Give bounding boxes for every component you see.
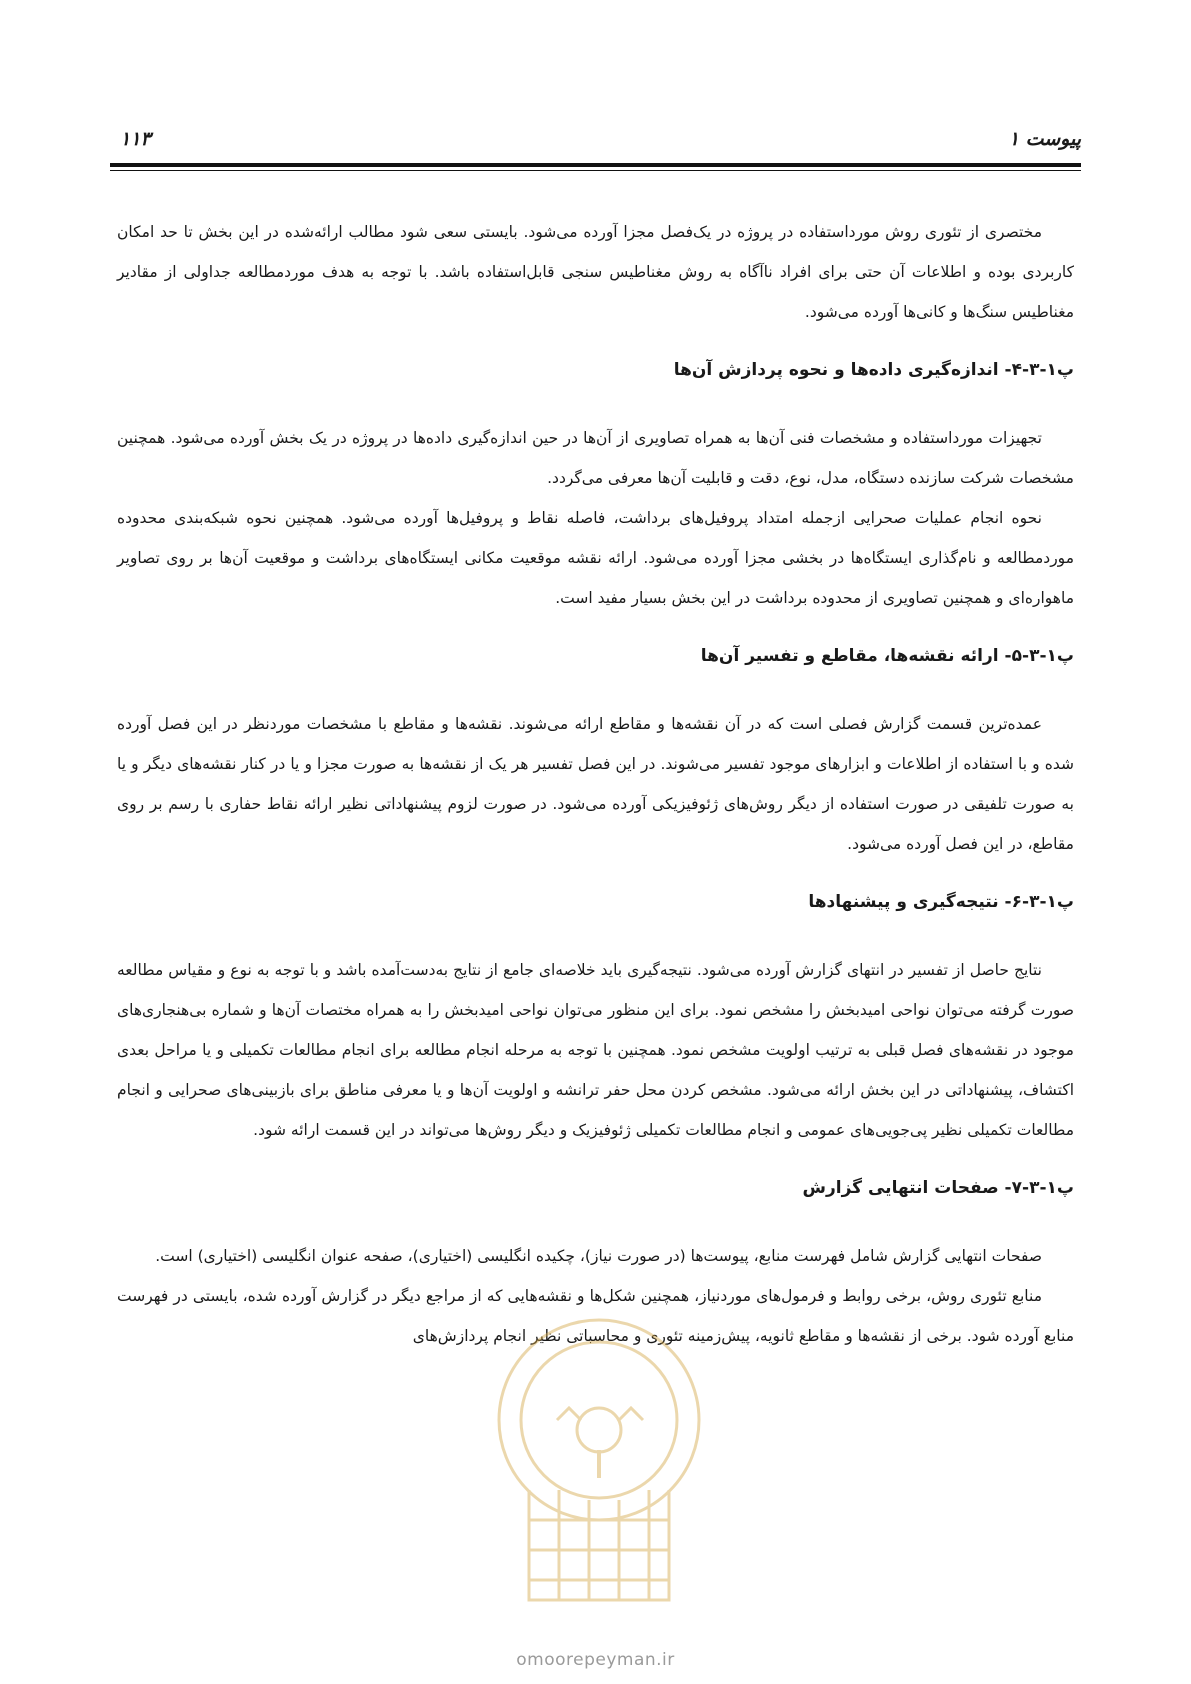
- paragraph: صفحات انتهایی گزارش شامل فهرست منابع، پیوست‌ها (در صورت نیاز)، چکیده انگلیسی (اختیاری)، صفحه عنوان انگلیسی (اختیاری) است.: [155, 1247, 1042, 1265]
- paragraph: عمده‌ترین قسمت گزارش فصلی است که در آن نقشه‌ها و مقاطع ارائه می‌شوند. نقشه‌ها و مقاطع با مشخصات موردنظر در این فصل آورده شده و با استفاده از اطلاعات و ابزارهای موجود تفسیر می‌شوند. در این فصل تفسیر هر یک از نقشه‌ها به صورت مجزا و یا در کنار نقشه‌های دیگر و یا به صورت تلفیقی در صورت استفاده از دیگر روش‌های ژئوفیزیکی آورده می‌شود. در صورت لزوم پیشنهاداتی نظیر ارائه نقاط حفاری با رسم بر روی مقاطع، در این فصل آورده می‌شود.: [117, 715, 1074, 853]
- section-heading: پ۱-۳-۴- اندازه‌گیری داده‌ها و نحوه پردازش آن‌ها: [673, 360, 1074, 380]
- header-rule-thick: [110, 163, 1081, 167]
- page-title: پیوست ۱: [1008, 128, 1081, 150]
- paragraph: نحوه انجام عملیات صحرایی ازجمله امتداد پروفیل‌های برداشت، فاصله نقاط و پروفیل‌ها آورده می‌شود. همچنین نحوه شبکه‌بندی محدوده موردمطالعه و نام‌گذاری ایستگاه‌ها در بخشی مجزا آورده می‌شود. ارائه نقشه موقعیت مکانی ایستگاه‌های برداشت و موقعیت آن‌ها بر روی تصاویر ماهواره‌ای و همچنین تصاویری از محدوده برداشت در این بخش بسیار مفید است.: [117, 509, 1074, 607]
- paragraph: منابع تئوری روش، برخی روابط و فرمول‌های موردنیاز، همچنین شکل‌ها و نقشه‌هایی که از مراجع دیگر در گزارش آورده شده، بایستی در فهرست منابع آورده شود. برخی از نقشه‌ها و مقاطع ثانویه، پیش‌زمینه تئوری و محاسباتی نظیر انجام پردازش‌های: [117, 1287, 1074, 1345]
- page-header: [110, 128, 1081, 158]
- paragraph: مختصری از تئوری روش مورداستفاده در پروژه در یک‌فصل مجزا آورده می‌شود. بایستی سعی شود مطالب ارائه‌شده در این بخش تا حد امکان کاربردی بوده و اطلاعات آن حتی برای افراد ناآگاه به روش مغناطیس سنجی قابل‌استفاده باشد. با توجه به هدف موردمطالعه جداولی از مقادیر مغناطیس سنگ‌ها و کانی‌ها آورده می‌شود.: [117, 223, 1074, 321]
- section-heading: پ۱-۳-۶- نتیجه‌گیری و پیشنهادها: [808, 892, 1074, 912]
- section-heading: پ۱-۳-۵- ارائه نقشه‌ها، مقاطع و تفسیر آن‌ها: [700, 646, 1074, 666]
- watermark-seal-logo: [469, 1300, 729, 1630]
- header-rule-thin: [110, 170, 1081, 171]
- document-body: [117, 212, 1074, 1356]
- watermark-site-credit: omoorepeyman.ir: [516, 1650, 675, 1670]
- page-number: ۱۱۳: [120, 128, 151, 150]
- section-heading: پ۱-۳-۷- صفحات انتهایی گزارش: [802, 1178, 1074, 1198]
- paragraph: نتایج حاصل از تفسیر در انتهای گزارش آورده می‌شود. نتیجه‌گیری باید خلاصه‌ای جامع از نتایج به‌دست‌آمده باشد و با توجه به نوع و مقیاس مطالعه صورت گرفته می‌توان نواحی امیدبخش را مشخص نمود. برای این منظور می‌توان نواحی امیدبخش را به همراه مختصات آن‌ها و شماره بی‌هنجاری‌های موجود در نقشه‌های فصل قبلی به ترتیب اولویت مشخص نمود. همچنین با توجه به مرحله انجام مطالعه برای انجام مطالعات تکمیلی و یا مراحل بعدی اکتشاف، پیشنهاداتی در این بخش ارائه می‌شود. مشخص کردن محل حفر ترانشه و اولویت آن‌ها و یا معرفی مناطق برای بازبینی‌های صحرایی و انجام مطالعات تکمیلی نظیر پی‌جویی‌های عمومی و انجام مطالعات تکمیلی ژئوفیزیک و دیگر روش‌ها می‌تواند در این قسمت ارائه شود.: [117, 961, 1074, 1139]
- paragraph: تجهیزات مورداستفاده و مشخصات فنی آن‌ها به همراه تصاویری از آن‌ها در حین اندازه‌گیری داده‌ها در پروژه در یک بخش آورده می‌شود. همچنین مشخصات شرکت سازنده دستگاه، مدل، نوع، دقت و قابلیت آن‌ها معرفی می‌گردد.: [117, 429, 1074, 487]
